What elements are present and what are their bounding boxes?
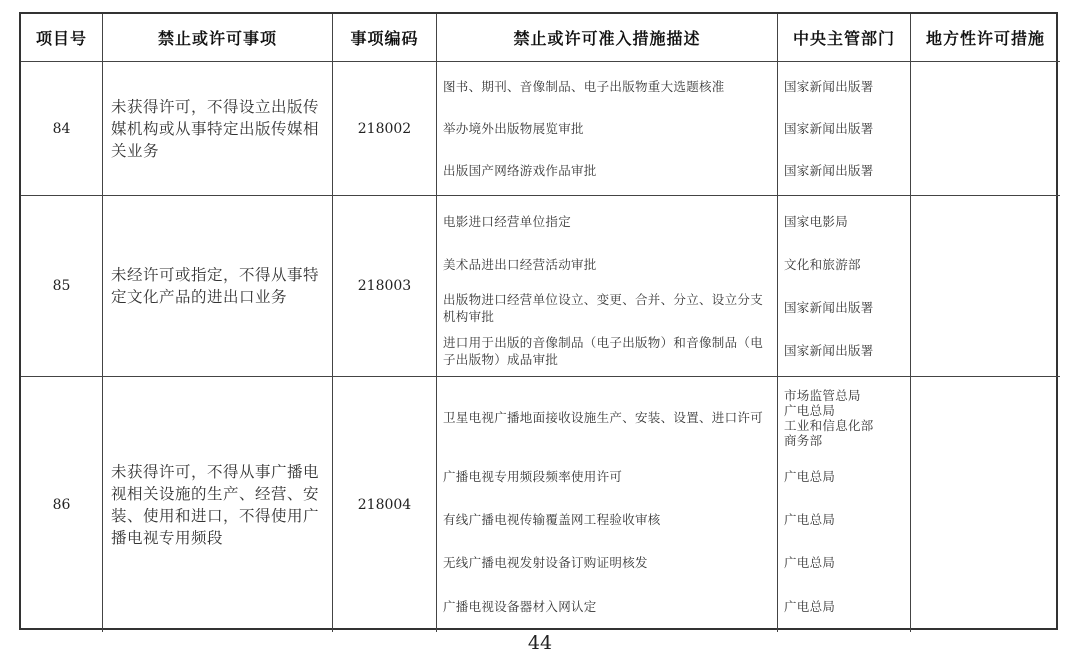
measure-line: 进口用于出版的音像制品（电子出版物）和音像制品（电子出版物）成品审批 (443, 334, 764, 367)
row-item-code: 218004 (333, 377, 437, 632)
measure-line: 美术品进出口经营活动审批 (443, 257, 597, 272)
department-line: 国家新闻出版署 (784, 343, 874, 358)
row-departments (778, 196, 911, 377)
row-departments (778, 62, 911, 196)
department-line: 广电总局 (784, 512, 836, 528)
measure-line: 图书、期刊、音像制品、电子出版物重大选题核准 (443, 79, 725, 95)
department-line: 市场监管总局 广电总局 工业和信息化部 商务部 (784, 387, 874, 448)
row-local-measures (911, 62, 1060, 196)
row-number: 85 (21, 196, 103, 377)
page-number: 44 (527, 632, 553, 654)
row-measures (437, 62, 778, 196)
row-measures (437, 196, 778, 377)
measure-line: 广播电视设备器材入网认定 (443, 598, 597, 614)
department-line: 国家新闻出版署 (784, 162, 874, 178)
measure-line: 有线广播电视传输覆盖网工程验收审核 (443, 512, 661, 528)
row-local-measures (911, 377, 1060, 632)
permit-table (19, 12, 1058, 630)
measure-line: 出版物进口经营单位设立、变更、合并、分立、设立分支机构审批 (443, 291, 764, 324)
department-line: 广电总局 (784, 598, 836, 614)
header-local-measures: 地方性许可措施 (911, 14, 1060, 62)
row-measures (437, 377, 778, 632)
header-item-number: 项目号 (21, 14, 103, 62)
measure-line: 无线广播电视发射设备订购证明核发 (443, 555, 648, 571)
measure-line: 广播电视专用频段频率使用许可 (443, 468, 623, 484)
row-permit-item: 未获得许可，不得从事广播电视相关设施的生产、经营、安装、使用和进口，不得使用广播电视专用频段 (103, 377, 333, 632)
header-item-code: 事项编码 (333, 14, 437, 62)
row-local-measures (911, 196, 1060, 377)
department-line: 广电总局 (784, 555, 836, 571)
header-measure-description: 禁止或许可准入措施描述 (437, 14, 778, 62)
row-number: 84 (21, 62, 103, 196)
row-permit-item: 未经许可或指定，不得从事特定文化产品的进出口业务 (103, 196, 333, 377)
row-permit-item: 未获得许可，不得设立出版传媒机构或从事特定出版传媒相关业务 (103, 62, 333, 196)
department-line: 国家新闻出版署 (784, 79, 874, 95)
department-line: 国家新闻出版署 (784, 121, 874, 136)
measure-line: 举办境外出版物展览审批 (443, 121, 584, 136)
row-departments (778, 377, 911, 632)
header-permit-item: 禁止或许可事项 (103, 14, 333, 62)
department-line: 文化和旅游部 (784, 257, 861, 272)
measure-line: 电影进口经营单位指定 (443, 214, 572, 229)
measure-line: 卫星电视广播地面接收设施生产、安装、设置、进口许可 (443, 410, 764, 426)
row-item-code: 218002 (333, 62, 437, 196)
measure-line: 出版国产网络游戏作品审批 (443, 162, 597, 178)
department-line: 广电总局 (784, 468, 836, 484)
department-line: 国家新闻出版署 (784, 300, 874, 315)
row-item-code: 218003 (333, 196, 437, 377)
header-central-department: 中央主管部门 (778, 14, 911, 62)
department-line: 国家电影局 (784, 214, 849, 229)
row-number: 86 (21, 377, 103, 632)
